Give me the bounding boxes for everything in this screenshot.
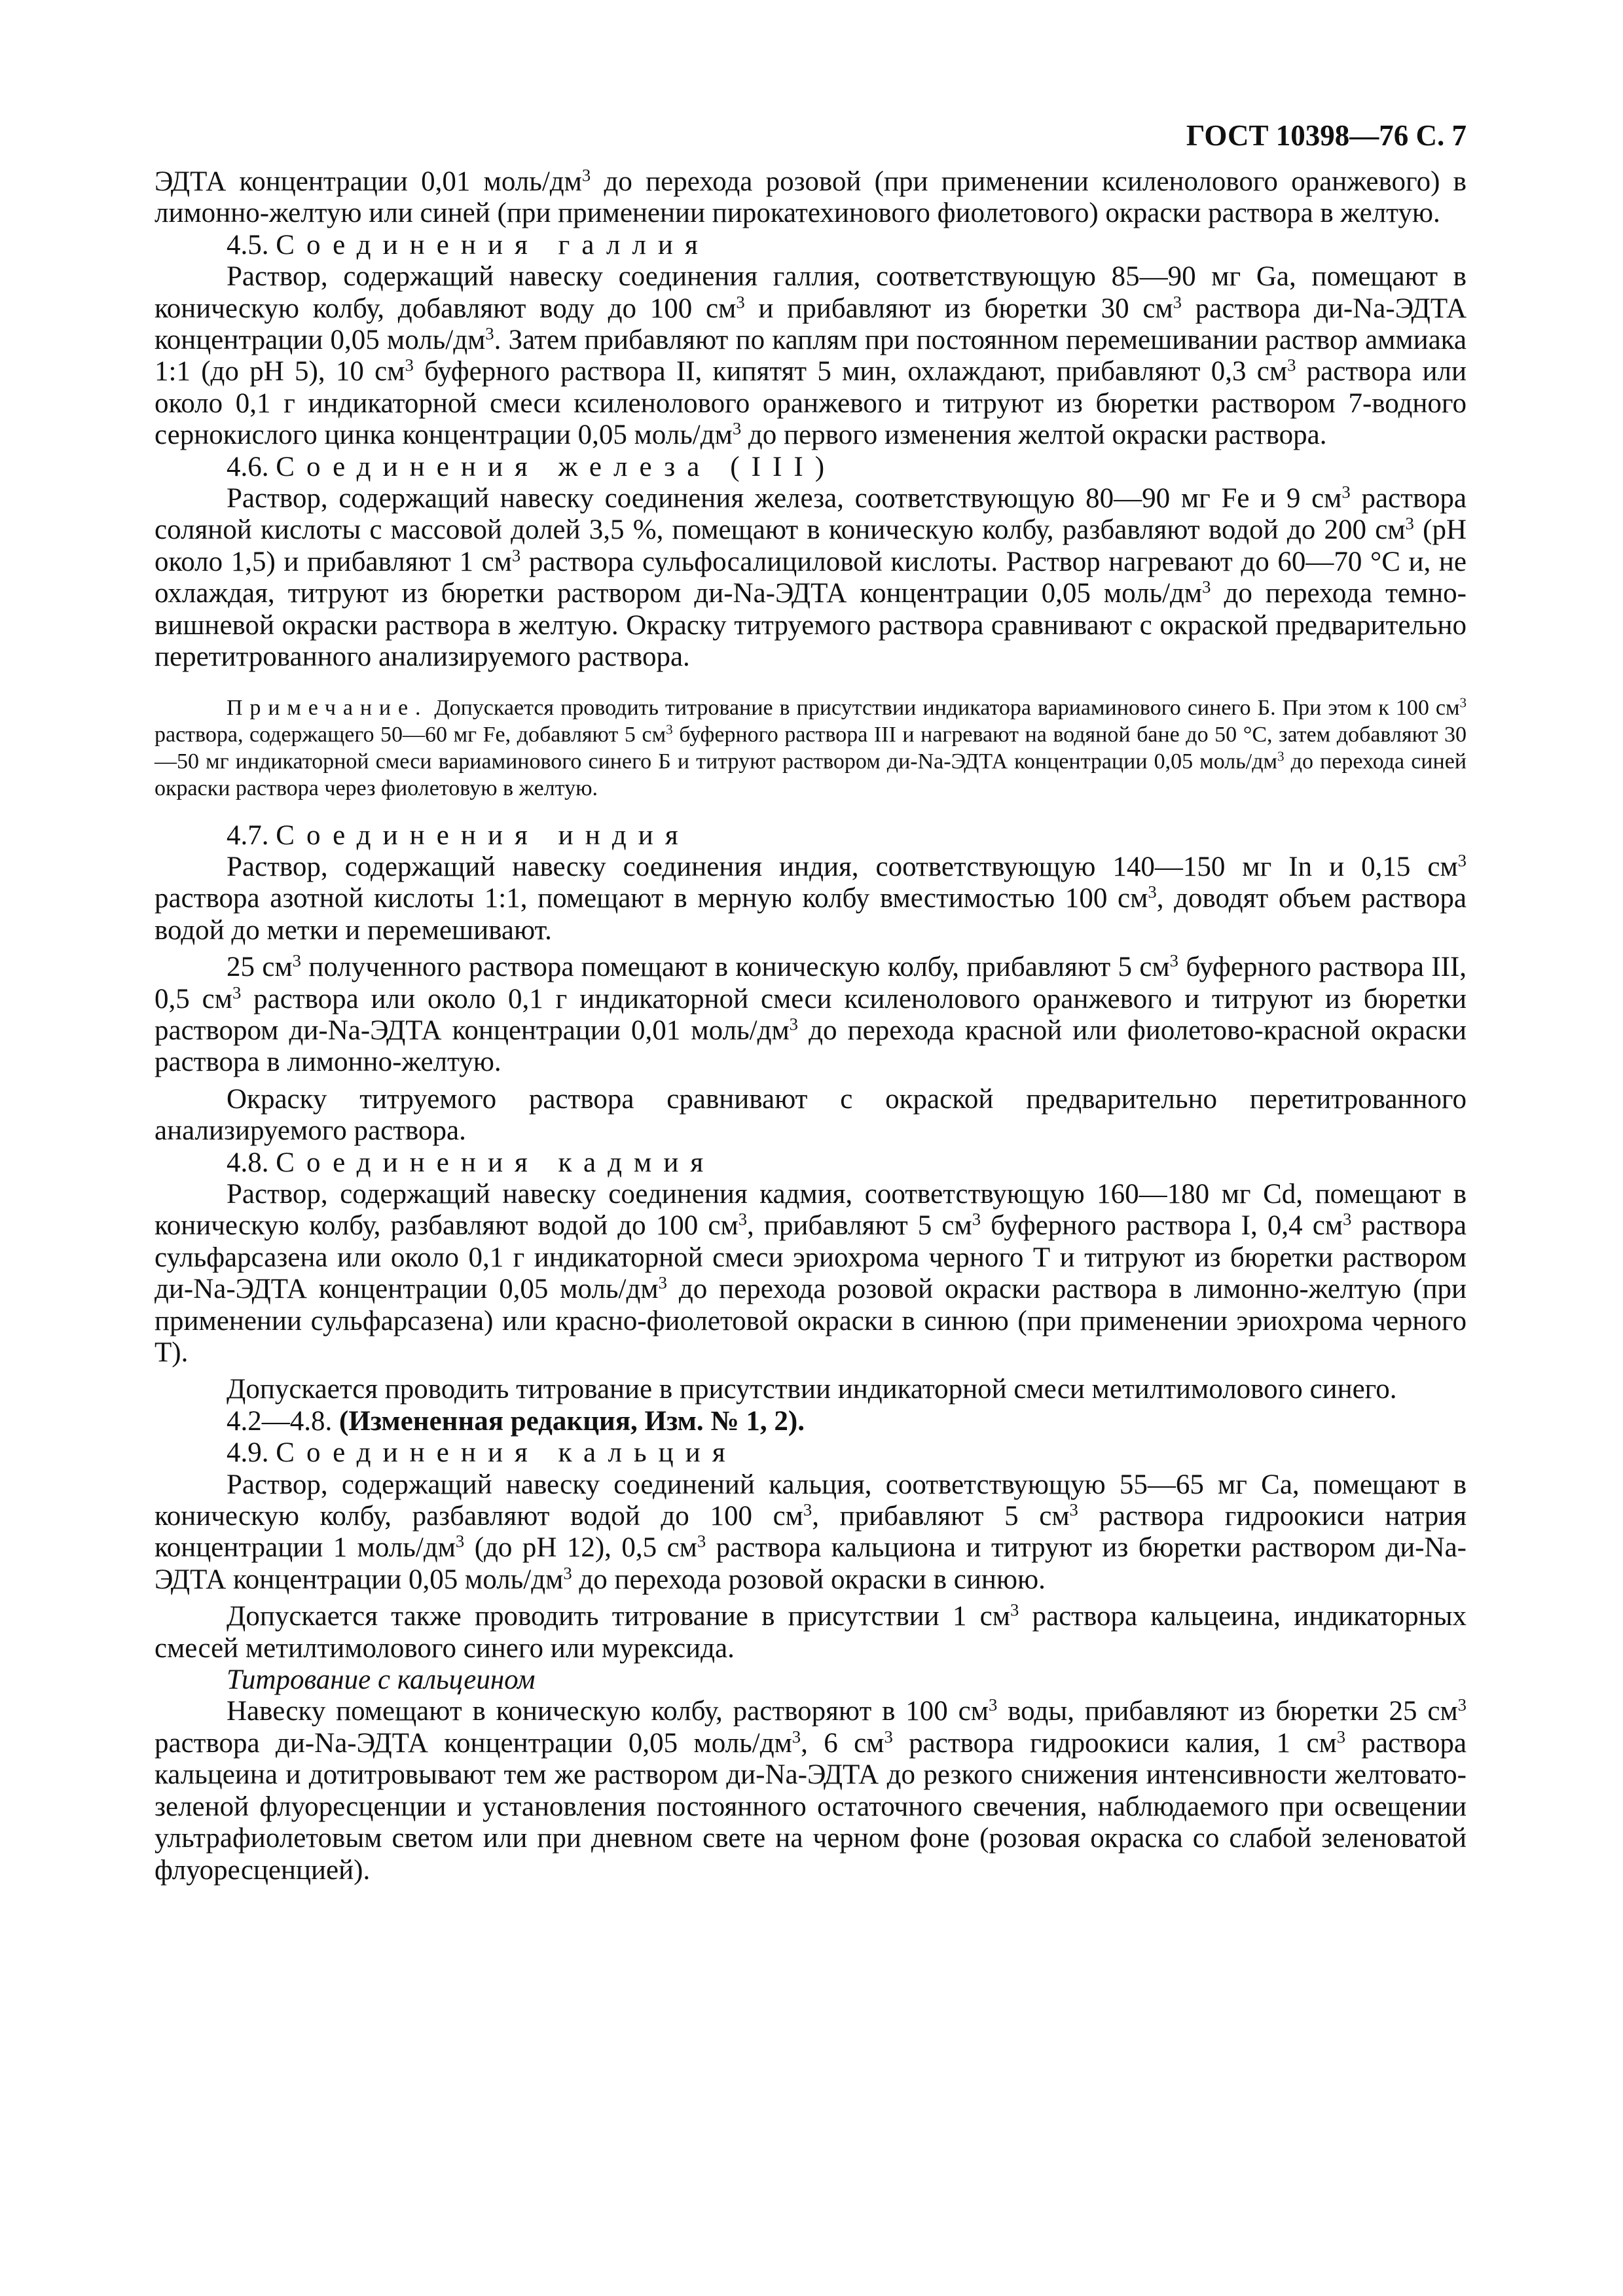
section-4-8-heading xyxy=(155,1147,1467,1179)
section-title: Соединения галлия xyxy=(276,229,710,260)
section-title: Соединения кадмия xyxy=(276,1147,716,1178)
note-text: Допускается проводить титрование в присутствии индикатора вариаминового синего Б. При этом к 100 $см^3$ раствора, содержащего 50—60 мг Fe, добавляют 5 $см^3$ буферного раствора III и нагревают на водяной бане до 50 °С, затем добавляют 30—50 мг индикаторной смеси вариаминового синего Б и титруют раствором ди-Na-ЭДТА концентрации 0,05 моль/$дм^3$ до перехода синей окраски раствора через фиолетовую в желтую. xyxy=(155,694,1467,800)
amendment-line xyxy=(155,1406,1467,1437)
amendment-text: (Измененная редакция, Изм. № 1, 2). xyxy=(339,1405,805,1437)
section-4-6-heading xyxy=(155,452,1467,483)
section-4-7-paragraph-1: Раствор, содержащий навеску соединения индия, соответствующую 140—150 мг In и 0,15 $см^3$ раствора азотной кислоты 1:1, помещают в мерную колбу вместимостью 100 $см^3$, доводят объем раствора водой до метки и перемешивают. xyxy=(155,850,1467,946)
section-4-9-paragraph-2: Допускается также проводить титрование в присутствии 1 $см^3$ раствора кальцеина, индикаторных смесей метилтимолового синего или мурексида. xyxy=(155,1600,1467,1664)
section-number: 4.6. xyxy=(227,451,269,482)
section-4-7-paragraph-2: 25 $см^3$ полученного раствора помещают в коническую колбу, прибавляют 5 $см^3$ буферного раствора III, 0,5 $см^3$ раствора или около 0,1 г индикаторной смеси ксиленолового оранжевого и титруют из бюретки раствором ди-Na-ЭДТА концентрации 0,01 моль/$дм^3$ до перехода красной или фиолетово-красной окраски раствора в лимонно-желтую. xyxy=(155,950,1467,1078)
section-title: Соединения кальция xyxy=(276,1437,737,1469)
section-number: 4.5. xyxy=(227,229,269,260)
note-label: Примечание. xyxy=(227,695,428,720)
section-title: Соединения индия xyxy=(276,819,690,851)
section-4-7-heading xyxy=(155,820,1467,852)
section-4-5-paragraph: Раствор, содержащий навеску соединения галлия, соответствующую 85—90 мг Ga, помещают в коническую колбу, добавляют воду до 100 $см^3$ и прибавляют из бюретки 30 $см^3$ раствора ди-Na-ЭДТА концентрации 0,05 моль/$дм^3$. Затем прибавляют по каплям при постоянном перемешивании раствор аммиака 1:1 (до pH 5), 10 $см^3$ буферного раствора II, кипятят 5 мин, охлаждают, прибавляют 0,3 $см^3$ раствора или около 0,1 г индикаторной смеси ксиленолового оранжевого и титруют из бюретки раствором 7-водного сернокислого цинка концентрации 0,05 моль/$дм^3$ до первого изменения желтой окраски раствора. xyxy=(155,261,1467,451)
section-4-7-paragraph-3: Окраску титруемого раствора сравнивают с окраской предварительно перетитрованного анализируемого раствора. xyxy=(155,1083,1467,1147)
section-4-8-paragraph-2: Допускается проводить титрование в присутствии индикаторной смеси метилтимолового синего. xyxy=(227,1374,1397,1405)
section-4-8-paragraph-1: Раствор, содержащий навеску соединения кадмия, соответствующую 160—180 мг Cd, помещают в коническую колбу, разбавляют водой до 100 $см^3$, прибавляют 5 $см^3$ буферного раствора I, 0,4 $см^3$ раствора сульфарсазена или около 0,1 г индикаторной смеси эриохрома черного Т и титруют из бюретки раствором ди-Na-ЭДТА концентрации 0,05 моль/$дм^3$ до перехода розовой окраски раствора в лимонно-желтую (при применении сульфарсазена) или красно-фиолетовой окраски в синюю (при применении эриохрома черного Т). xyxy=(155,1178,1467,1368)
section-4-9-paragraph-3: Навеску помещают в коническую колбу, растворяют в 100 $см^3$ воды, прибавляют из бюретки 25 $см^3$ раствора ди-Na-ЭДТА концентрации 0,05 моль/$дм^3$, 6 $см^3$ раствора гидроокиси калия, 1 $см^3$ раствора кальцеина и дотитровывают тем же раствором ди-Na-ЭДТА до резкого снижения интенсивности желтовато-зеленой флуоресценции и установления постоянного остаточного свечения, наблюдаемого при освещении ультрафиолетовым светом или при дневном свете на черном фоне (розовая окраска со слабой зеленоватой флуоресценцией). xyxy=(155,1695,1467,1886)
amendment-number: 4.2—4.8. xyxy=(227,1405,333,1437)
section-number: 4.9. xyxy=(227,1437,269,1469)
section-4-9-heading xyxy=(155,1437,1467,1469)
section-number: 4.7. xyxy=(227,819,269,851)
intro-paragraph: ЭДТА концентрации 0,01 моль/$дм^3$ до перехода розовой (при применении ксиленолового оранжевого) в лимонно-желтую или синей (при применении пирокатехинового фиолетового) окраски раствора в желтую. xyxy=(155,165,1467,229)
section-4-6-paragraph: Раствор, содержащий навеску соединения железа, соответствующую 80—90 мг Fe и 9 $см^3$ раствора соляной кислоты с массовой долей 3,5 %, помещают в коническую колбу, разбавляют водой до 200 $см^3$ (pH около 1,5) и прибавляют 1 $см^3$ раствора сульфосалициловой кислоты. Раствор нагревают до 60—70 °С и, не охлаждая, титруют из бюретки раствором ди-Na-ЭДТА концентрации 0,05 моль/$дм^3$ до перехода темно-вишневой окраски раствора в желтую. Окраску титруемого раствора сравнивают с окраской предварительно перетитрованного анализируемого раствора. xyxy=(155,482,1467,673)
section-number: 4.8. xyxy=(227,1147,269,1178)
calcein-subheading: Титрование с кальцеином xyxy=(227,1664,536,1696)
section-title: Соединения железа (III) xyxy=(276,451,837,482)
document-page xyxy=(155,118,1467,1886)
page-header: ГОСТ 10398—76 С. 7 xyxy=(1186,119,1467,152)
section-4-5-heading xyxy=(155,230,1467,261)
note-block xyxy=(155,694,1467,802)
section-4-9-paragraph-1: Раствор, содержащий навеску соединений кальция, соответствующую 55—65 мг Са, помещают в коническую колбу, разбавляют водой до 100 $см^3$, прибавляют 5 $см^3$ раствора гидроокиси натрия концентрации 1 моль/$дм^3$ (до pH 12), 0,5 $см^3$ раствора кальциона и титруют из бюретки раствором ди-Na-ЭДТА концентрации 0,05 моль/$дм^3$ до перехода розовой окраски в синюю. xyxy=(155,1469,1467,1595)
